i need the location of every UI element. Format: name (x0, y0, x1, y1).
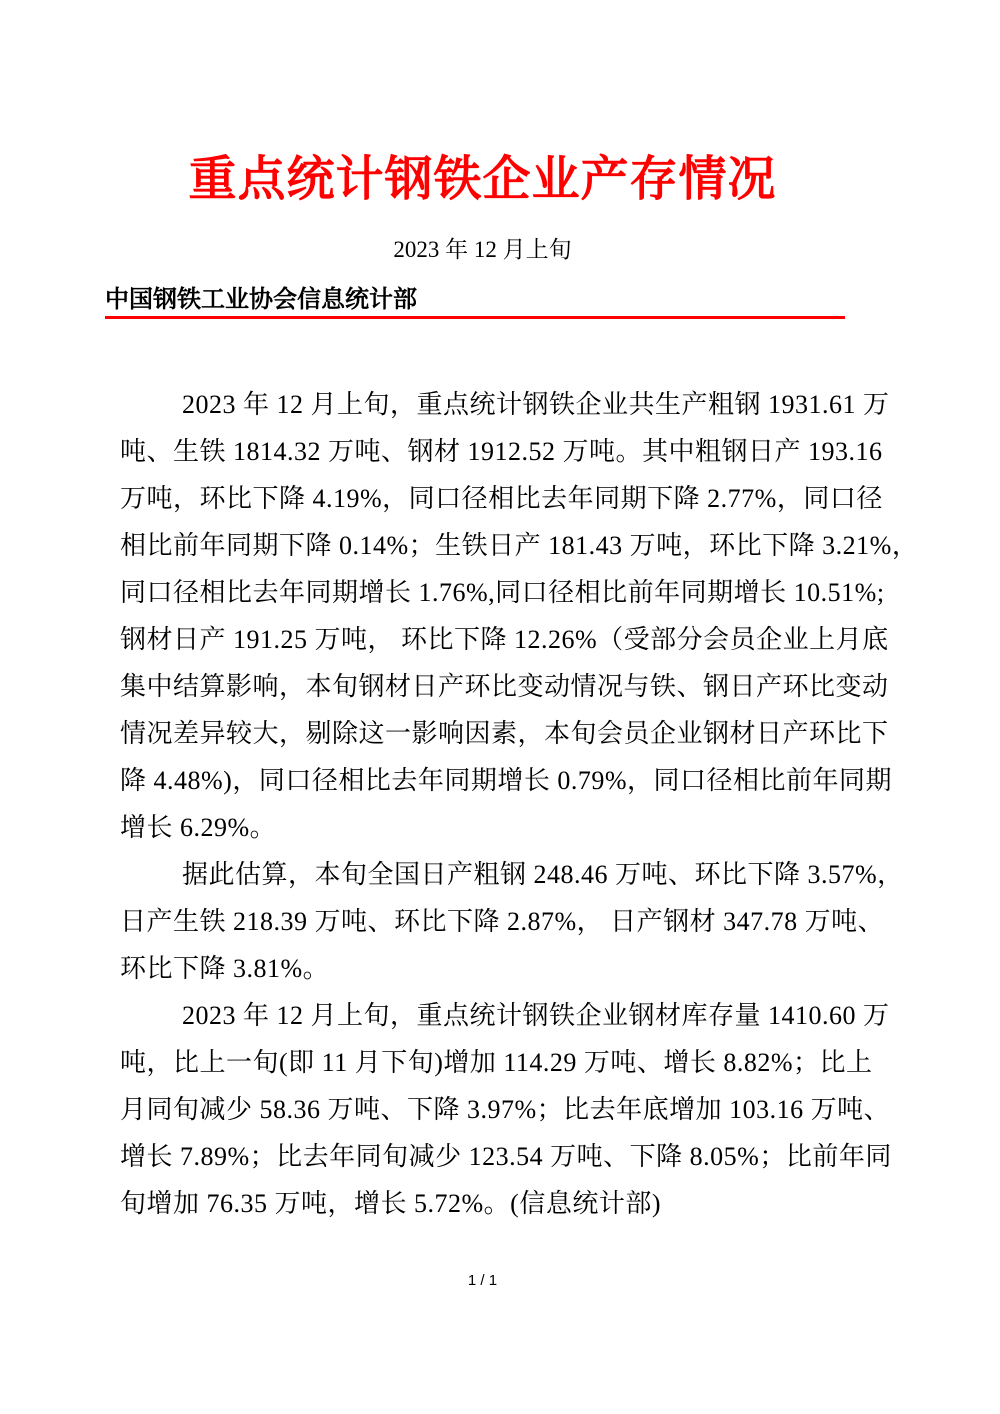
issuing-department: 中国钢铁工业协会信息统计部 (105, 287, 417, 313)
paragraph-1-line: 钢材日产 191.25 万吨， 环比下降 12.26%（受部分会员企业上月底 (120, 625, 889, 654)
paragraph-3-line: 增长 7.89%；比去年同旬减少 123.54 万吨、下降 8.05%；比前年同 (120, 1142, 892, 1171)
header-department-block (105, 286, 845, 319)
page-number: 1 / 1 (467, 1272, 498, 1289)
paragraph-3-line: 旬增加 76.35 万吨，增长 5.72%。(信息统计部) (120, 1189, 661, 1218)
paragraph-1-line: 降 4.48%)，同口径相比去年同期增长 0.79%，同口径相比前年同期 (120, 766, 892, 795)
paragraph-3-line: 月同旬减少 58.36 万吨、下降 3.97%；比去年底增加 103.16 万吨、 (120, 1095, 891, 1124)
paragraph-1-line: 2023 年 12 月上旬，重点统计钢铁企业共生产粗钢 1931.61 万 (182, 390, 890, 419)
document-body (120, 381, 919, 1227)
paragraph-1-line: 同口径相比去年同期增长 1.76%,同口径相比前年同期增长 10.51%; (120, 578, 885, 607)
document-title: 重点统计钢铁企业产存情况 (188, 153, 777, 206)
paragraph-1-line: 万吨，环比下降 4.19%，同口径相比去年同期下降 2.77%，同口径 (120, 484, 883, 513)
document-subtitle: 2023 年 12 月上旬 (393, 237, 572, 262)
paragraph-2-line: 日产生铁 218.39 万吨、环比下降 2.87%， 日产钢材 347.78 万吨、 (120, 907, 885, 936)
paragraph-3-line: 2023 年 12 月上旬，重点统计钢铁企业钢材库存量 1410.60 万 (182, 1001, 890, 1030)
paragraph-1-line: 相比前年同期下降 0.14%；生铁日产 181.43 万吨，环比下降 3.21%， (120, 531, 919, 560)
paragraph-2-line: 环比下降 3.81%。 (120, 954, 330, 983)
header-divider-rule (105, 316, 845, 319)
paragraph-1-line: 集中结算影响，本旬钢材日产环比变动情况与铁、钢日产环比变动 (120, 672, 889, 701)
paragraph-1-line: 情况差异较大，剔除这一影响因素，本旬会员企业钢材日产环比下 (120, 719, 889, 748)
paragraph-2-line: 据此估算，本旬全国日产粗钢 248.46 万吨、环比下降 3.57%， (182, 860, 904, 889)
paragraph-1-line: 吨、生铁 1814.32 万吨、钢材 1912.52 万吨。其中粗钢日产 193.16 (120, 437, 883, 466)
page-footer (120, 1272, 845, 1289)
paragraph-1-line: 增长 6.29%。 (120, 813, 277, 842)
paragraph-3-line: 吨，比上一旬(即 11 月下旬)增加 114.29 万吨、增长 8.82%；比上 (120, 1048, 873, 1077)
